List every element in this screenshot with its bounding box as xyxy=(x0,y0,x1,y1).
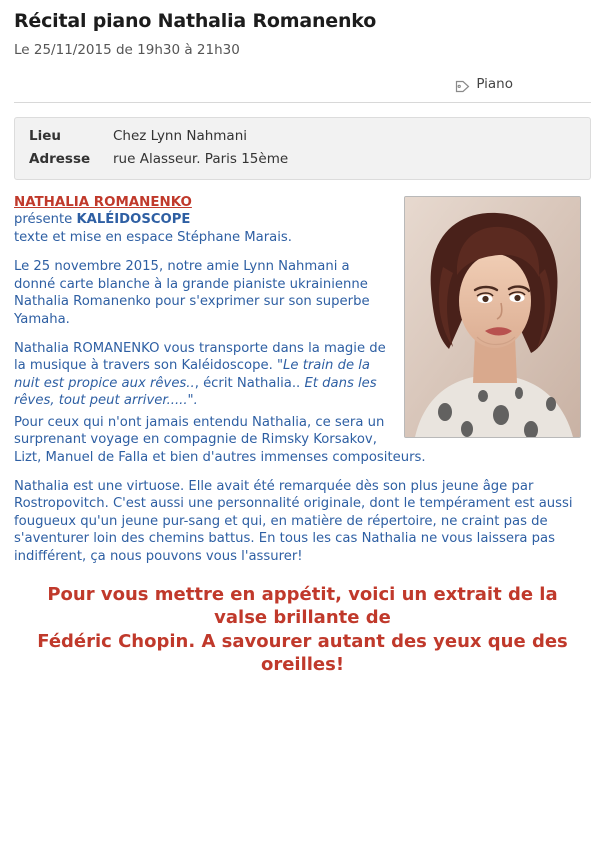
event-page xyxy=(0,10,605,856)
tag-label[interactable]: Piano xyxy=(476,75,513,92)
paragraph-1: Le 25 novembre 2015, notre amie Lynn Nahmani a donné carte blanche à la grande pianiste ukrainienne Nathalia Romanenko pour s'exprimer sur son superbe Yamaha. xyxy=(14,259,370,327)
divider xyxy=(14,102,591,103)
info-value-adresse: rue Alasseur. Paris 15ème xyxy=(113,150,289,167)
paragraph-3: Pour ceux qui n'ont jamais entendu Nathalia, ce sera un surprenant voyage en compagnie de Rimsky Korsakov, Lizt, Manuel de Falla et bien d'autres immenses compositeurs. xyxy=(14,414,426,465)
quote-1: "Le train de la nuit est propice aux rêves.. xyxy=(14,358,371,391)
description-body xyxy=(14,194,591,565)
artist-name: NATHALIA ROMANENKO xyxy=(14,194,192,210)
paragraph-2-mid: , écrit Nathalia.. xyxy=(194,375,305,391)
closing-note xyxy=(14,583,591,677)
event-date: Le 25/11/2015 de 19h30 à 21h30 xyxy=(14,41,240,58)
closing-line-2: Fédéric Chopin. A savourer autant des yeux que des oreilles! xyxy=(37,630,568,676)
lead-credit: texte et mise en espace Stéphane Marais. xyxy=(14,229,292,245)
closing-line-1: Pour vous mettre en appétit, voici un extrait de la valse brillante de xyxy=(47,584,558,629)
info-key-adresse: Adresse xyxy=(29,150,91,167)
paragraph-2-start: Nathalia ROMANENKO vous transporte dans la magie de la musique à travers son Kaléidoscope. xyxy=(14,341,386,374)
quote-2: Et dans les rêves, tout peut arriver.....". xyxy=(14,375,377,409)
page-title: Récital piano Nathalia Romanenko xyxy=(14,10,377,32)
portrait-image xyxy=(404,196,581,438)
lead-presente: présente xyxy=(14,212,77,228)
paragraph-4: Nathalia est une virtuose. Elle avait été remarquée dès son plus jeune âge par Rostropovitch. C'est aussi une personnalité originale, dont le tempérament est aussi fougueux qu'un jeune pur-sang et qui, en matière de répertoire, ne craint pas de s'aventurer loin des chemins battus. En tous les cas Nathalia ne vous laissera pas indifférent, ça nous pouvons vous l'assurer! xyxy=(14,478,573,564)
info-row-adresse xyxy=(29,151,576,167)
info-value-lieu: Chez Lynn Nahmani xyxy=(113,127,247,144)
show-title: KALÉIDOSCOPE xyxy=(76,212,191,228)
tag-row xyxy=(14,76,591,92)
tag-icon xyxy=(455,78,470,91)
info-row-lieu xyxy=(29,128,576,144)
venue-info-panel xyxy=(14,117,591,180)
info-key-lieu: Lieu xyxy=(29,127,61,144)
